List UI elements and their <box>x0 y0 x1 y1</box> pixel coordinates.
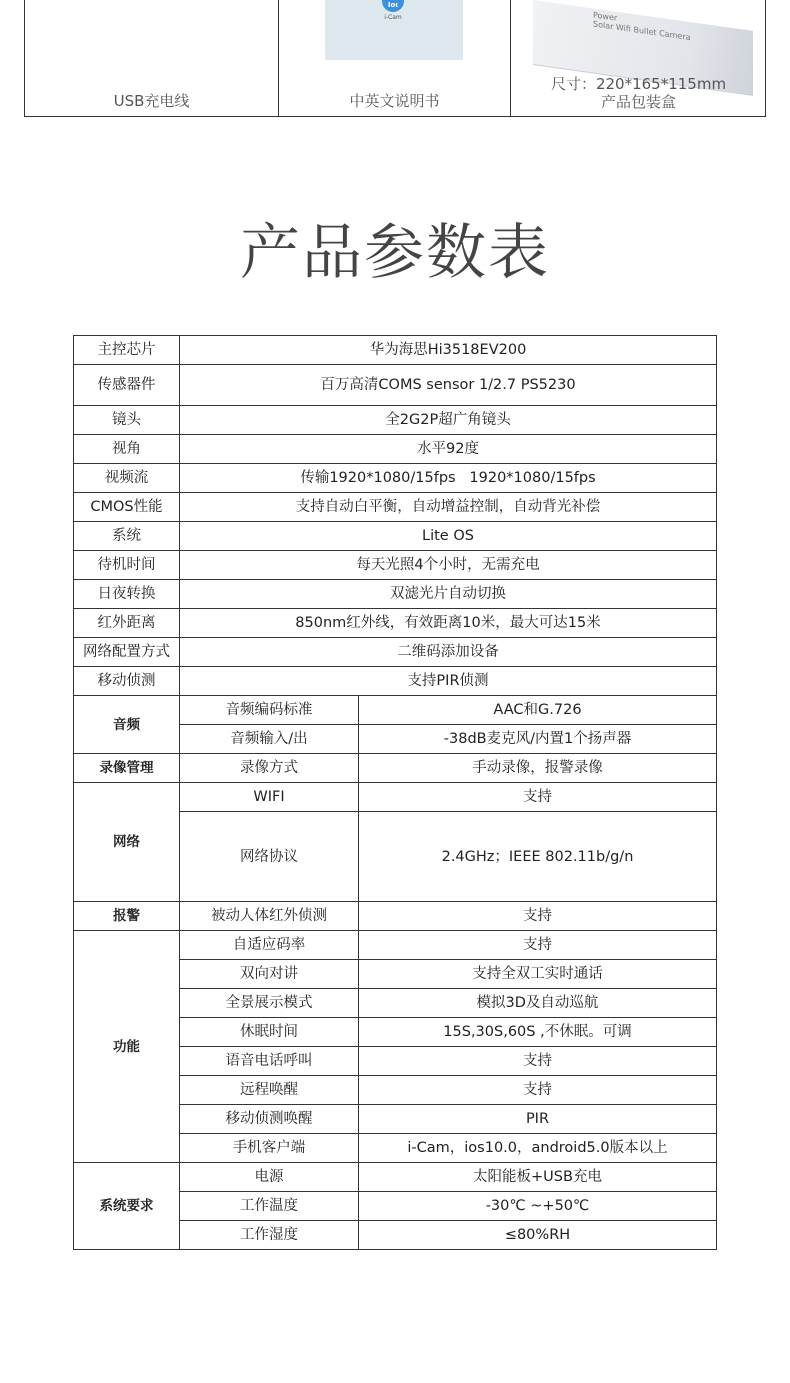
spec-label: 传感器件 <box>74 365 180 406</box>
spec-label: 日夜转换 <box>74 580 180 609</box>
table-row <box>74 580 717 609</box>
table-row <box>74 551 717 580</box>
spec-value: 水平92度 <box>180 435 717 464</box>
accessory-usb-cable <box>25 0 279 116</box>
spec-value: 支持自动白平衡，自动增益控制，自动背光补偿 <box>180 493 717 522</box>
spec-value: 2.4GHz；IEEE 802.11b/g/n <box>359 812 717 902</box>
table-row <box>74 667 717 696</box>
spec-label: 系统 <box>74 522 180 551</box>
table-row <box>74 783 717 812</box>
spec-value: -38dB麦克风/内置1个扬声器 <box>359 725 717 754</box>
spec-value: 支持 <box>359 902 717 931</box>
spec-label: 镜头 <box>74 406 180 435</box>
table-row <box>74 754 717 783</box>
page-title: 产品参数表 <box>240 218 550 288</box>
app-logo-label: i-Cam <box>384 14 402 21</box>
spec-label: 音频编码标准 <box>180 696 359 725</box>
spec-value: AAC和G.726 <box>359 696 717 725</box>
spec-value: 支持PIR侦测 <box>180 667 717 696</box>
spec-value: 百万高清COMS sensor 1/2.7 PS5230 <box>180 365 717 406</box>
spec-table <box>73 335 717 1250</box>
spec-label: 视频流 <box>74 464 180 493</box>
spec-label: 红外距离 <box>74 609 180 638</box>
spec-label: 语音电话呼叫 <box>180 1047 359 1076</box>
spec-value: 模拟3D及自动巡航 <box>359 989 717 1018</box>
table-row <box>74 493 717 522</box>
group-alarm: 报警 <box>74 902 180 931</box>
spec-value: PIR <box>359 1105 717 1134</box>
spec-value: i-Cam，ios10.0，android5.0版本以上 <box>359 1134 717 1163</box>
spec-value: 每天光照4个小时，无需充电 <box>180 551 717 580</box>
spec-value: 支持 <box>359 931 717 960</box>
spec-label: 待机时间 <box>74 551 180 580</box>
spec-label: 电源 <box>180 1163 359 1192</box>
spec-value: 支持 <box>359 783 717 812</box>
group-function: 功能 <box>74 931 180 1163</box>
spec-label: 双向对讲 <box>180 960 359 989</box>
spec-value: 全2G2P超广角镜头 <box>180 406 717 435</box>
accessory-box <box>511 0 766 116</box>
spec-label: 自适应码率 <box>180 931 359 960</box>
spec-label: 工作湿度 <box>180 1221 359 1250</box>
spec-label: 音频输入/出 <box>180 725 359 754</box>
table-row <box>74 609 717 638</box>
box-print-text: Power Solar Wifi Bullet Camera <box>593 10 691 43</box>
spec-label: 休眠时间 <box>180 1018 359 1047</box>
spec-value: 传输1920*1080/15fps 1920*1080/15fps <box>180 464 717 493</box>
spec-label: CMOS性能 <box>74 493 180 522</box>
group-network: 网络 <box>74 783 180 902</box>
table-row <box>74 931 717 960</box>
table-row <box>74 696 717 725</box>
spec-value: 850nm红外线，有效距离10米，最大可达15米 <box>180 609 717 638</box>
accessories-strip <box>24 0 766 117</box>
spec-value: Lite OS <box>180 522 717 551</box>
spec-label: 视角 <box>74 435 180 464</box>
spec-value: 华为海思Hi3518EV200 <box>180 336 717 365</box>
spec-value: 太阳能板+USB充电 <box>359 1163 717 1192</box>
spec-value: ≤80%RH <box>359 1221 717 1250</box>
box-label: 产品包装盒 <box>600 93 676 111</box>
table-row <box>74 336 717 365</box>
spec-value: 15S,30S,60S ,不休眠。可调 <box>359 1018 717 1047</box>
spec-label: 主控芯片 <box>74 336 180 365</box>
table-row <box>74 464 717 493</box>
spec-value: 双滤光片自动切换 <box>180 580 717 609</box>
spec-value: 支持 <box>359 1047 717 1076</box>
spec-label: 被动人体红外侦测 <box>180 902 359 931</box>
spec-label: 手机客户端 <box>180 1134 359 1163</box>
table-row <box>74 522 717 551</box>
table-row <box>74 435 717 464</box>
spec-value: -30℃ ~+50℃ <box>359 1192 717 1221</box>
spec-label: 录像方式 <box>180 754 359 783</box>
spec-value: 二维码添加设备 <box>180 638 717 667</box>
spec-value: 支持 <box>359 1076 717 1105</box>
usb-cable-caption: USB充电线 <box>113 92 190 110</box>
spec-label: 工作温度 <box>180 1192 359 1221</box>
spec-label: 远程唤醒 <box>180 1076 359 1105</box>
spec-label: 网络配置方式 <box>74 638 180 667</box>
group-record: 录像管理 <box>74 754 180 783</box>
manual-caption: 中英文说明书 <box>349 92 440 110</box>
table-row <box>74 406 717 435</box>
spec-label: 移动侦测唤醒 <box>180 1105 359 1134</box>
table-row <box>74 638 717 667</box>
spec-value: 支持全双工实时通话 <box>359 960 717 989</box>
spec-label: WIFI <box>180 783 359 812</box>
spec-label: 网络协议 <box>180 812 359 902</box>
table-row <box>74 365 717 406</box>
table-row <box>74 1163 717 1192</box>
manual-image <box>325 0 463 60</box>
spec-value: 手动录像，报警录像 <box>359 754 717 783</box>
app-logo-icon: Ιοι <box>382 0 404 12</box>
spec-label: 全景展示模式 <box>180 989 359 1018</box>
table-row <box>74 902 717 931</box>
spec-label: 移动侦测 <box>74 667 180 696</box>
box-caption <box>511 75 766 111</box>
group-system: 系统要求 <box>74 1163 180 1250</box>
accessory-manual <box>279 0 511 116</box>
group-audio: 音频 <box>74 696 180 754</box>
box-size: 尺寸：220*165*115mm <box>550 75 727 93</box>
